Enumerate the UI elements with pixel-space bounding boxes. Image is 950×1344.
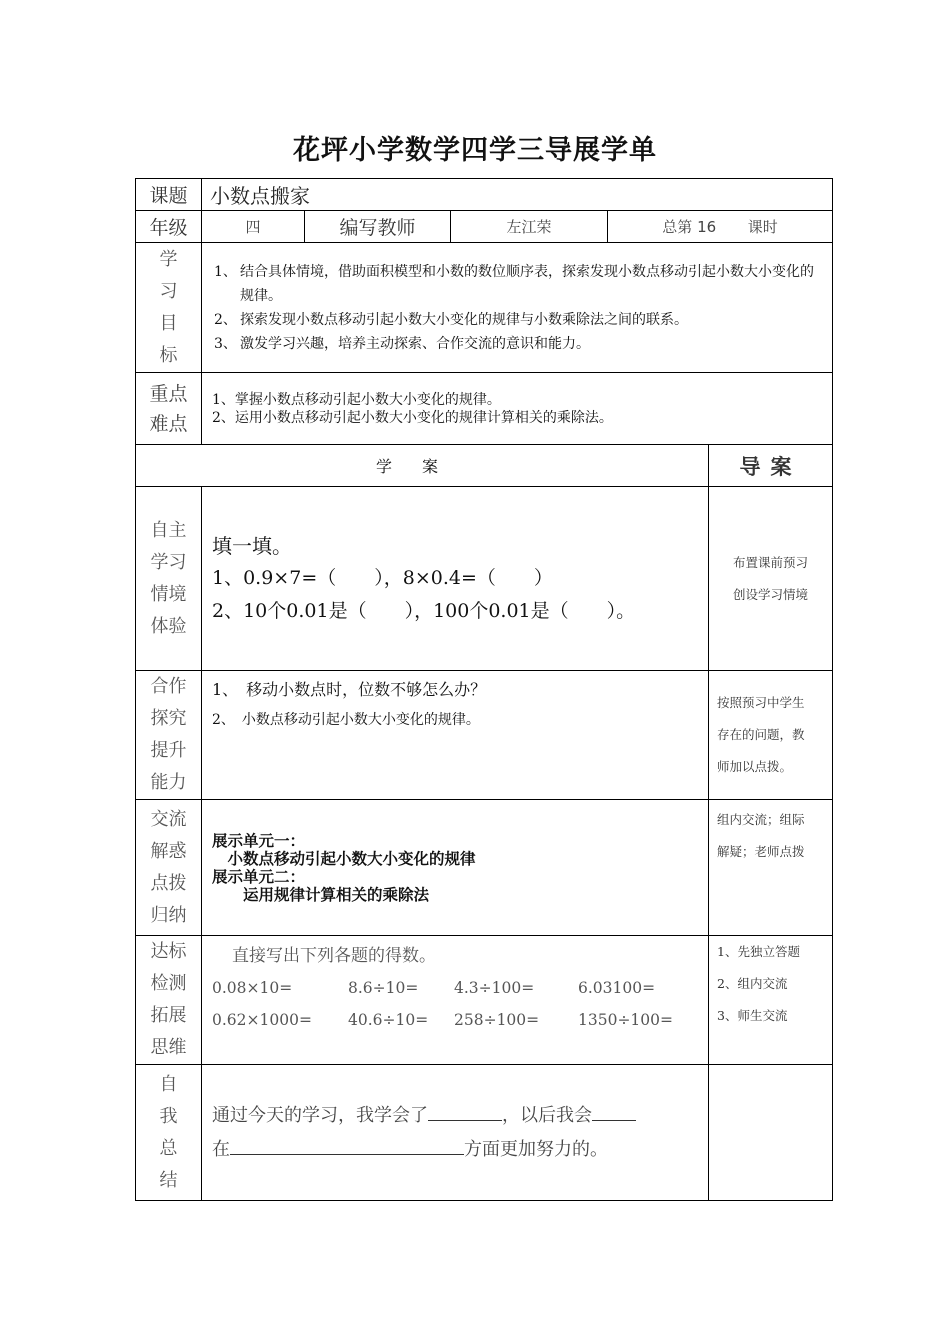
cooperate-guide: 按照预习中学生 存在的问题，教 师加以点拨。 [709,671,833,800]
cooperate-item: 2、 小数点移动引起小数大小变化的规律。 [212,712,480,728]
exchange-content [202,800,709,936]
blank-will[interactable] [592,1100,636,1121]
summary-label: 自 我 总 结 [136,1065,202,1201]
teacher-label: 编写教师 [305,211,451,243]
blank-aspect[interactable] [230,1134,464,1155]
practice-content [202,936,709,1065]
goals-row [136,243,833,373]
study-header: 学案 [136,445,709,487]
lesson-label: 课题 [136,179,202,211]
exchange-label: 交流 解惑 点拨 归纳 [136,800,202,936]
period-number: 16 [697,218,717,236]
period-cell [608,211,833,243]
exchange-line: 展示单元一： [212,831,306,850]
goals-label: 学 习 目 标 [136,243,202,373]
summary-content: 通过今天的学习，我学会了 ，以后我会 在 方面更加努力的。 [202,1065,709,1201]
key-point-item: 2、运用小数点移动引起小数大小变化的规律计算相关的乘除法。 [212,409,613,426]
practice-label: 达标 检测 拓展 思维 [136,936,202,1065]
practice-guide: 1、先独立答题 2、组内交流 3、师生交流 [709,936,833,1065]
period-prefix: 总第 [662,218,693,236]
goal-item: 1、 结合具体情境，借助面积模型和小数的数位顺序表，探索发现小数点移动引起小数大小变化的规律。 [214,263,814,304]
goals-list [202,243,833,373]
grade-row [136,211,833,243]
key-points-row [136,373,833,445]
fill-line: 1、0.9×7=（ ），8×0.4=（ ） [212,566,553,589]
cooperate-label: 合作 探究 提升 能力 [136,671,202,800]
self-study-label: 自主 学习 情境 体验 [136,487,202,671]
self-study-row [136,487,833,671]
lesson-title: 小数点搬家 [202,179,833,211]
page-title: 花坪小学数学四学三导展学单 [293,135,657,166]
blank-learned[interactable] [428,1100,502,1121]
exchange-guide: 组内交流；组际 解疑；老师点拨 [709,800,833,936]
lesson-row [136,179,833,211]
practice-problem-row: 0.08×10= 8.6÷10= 4.3÷100= 6.03100= [212,979,656,997]
fill-line: 2、10个0.01是（ ），100个0.01是（ ）。 [212,599,636,622]
grade-value: 四 [202,211,305,243]
practice-instruction: 直接写出下列各题的得数。 [232,946,436,966]
goal-item: 3、 激发学习兴趣，培养主动探索、合作交流的意识和能力。 [214,335,590,352]
period-suffix: 课时 [747,218,778,236]
summary-row [136,1065,833,1201]
practice-row [136,936,833,1065]
key-points-list [202,373,833,445]
self-study-content [202,487,709,671]
cooperate-content [202,671,709,800]
guide-header: 导案 [709,445,833,487]
summary-guide [709,1065,833,1201]
exchange-line: 展示单元二： [212,867,306,886]
goal-item: 2、 探索发现小数点移动引起小数大小变化的规律与小数乘除法之间的联系。 [214,311,688,328]
cooperate-item: 1、 移动小数点时，位数不够怎么办？ [212,680,487,699]
exchange-row [136,800,833,936]
worksheet-table [135,178,833,1201]
key-points-label: 重点 难点 [136,373,202,445]
practice-problem-row: 0.62×1000= 40.6÷10= 258÷100= 1350÷100= [212,1011,674,1029]
teacher-value: 左江荣 [451,211,608,243]
fill-heading: 填一填。 [212,533,292,558]
key-point-item: 1、掌握小数点移动引起小数大小变化的规律。 [212,391,501,408]
grade-label: 年级 [136,211,202,243]
cooperate-row [136,671,833,800]
exchange-line: 运用规律计算相关的乘除法 [212,885,430,904]
section-header-row [136,445,833,487]
exchange-line: 小数点移动引起小数大小变化的规律 [212,849,476,868]
self-study-guide: 布置课前预习 创设学习情境 [709,487,833,671]
